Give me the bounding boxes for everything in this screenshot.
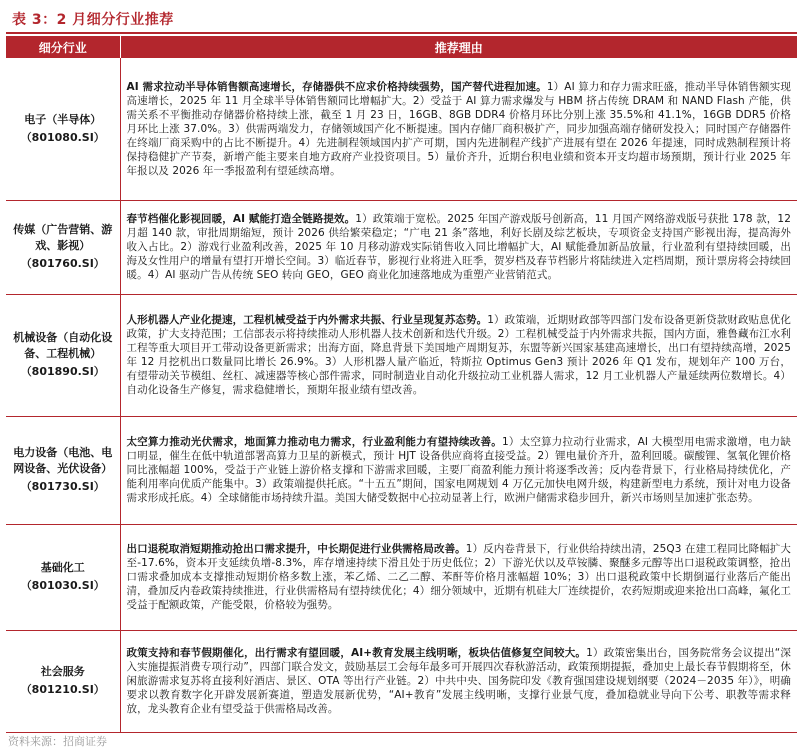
table-row (6, 58, 797, 200)
reason-lead: 太空算力推动光伏需求，地面算力推动电力需求，行业盈利能力有望持续改善。 (126, 436, 502, 448)
recommendation-table (6, 36, 797, 733)
industry-code: （801890.SI） (20, 365, 105, 378)
reason-text: 1）太空算力拉动行业需求，AI 大模型用电需求激增，电力缺口明显，催生在低中轨道部署高算力卫星的新模式，预计 HJT 设备供应商将直接受益。2）锂电量价齐升，盈利回暖。碳酸锂、氢氧化锂价格同比涨幅超 100%，受益于产业链上游价格支撑和下游需求回暖，主要厂商盈利能力预计将逐季改善；反内卷背景下，行业格局持续优化，产能利用率向优质产能集中。3）政策端提供托底。“十五五”期间，国家电网规划 4 万亿元加快电网升级，构建新型电力系统，预计对电力设备需求形成托底。4）全球储能市场持续升温。美国大储受数据中心拉动显著上行，欧洲户储需求稳步回升，新兴市场则呈加速扩张态势。 (126, 436, 792, 504)
industry-code: （801210.SI） (20, 683, 105, 696)
reason-lead: 人形机器人产业化提速，工程机械受益于内外需求共振、行业呈现复苏态势。 (126, 314, 488, 326)
reason-cell (120, 200, 797, 294)
industry-code: （801730.SI） (20, 480, 105, 493)
reason-cell (120, 524, 797, 630)
table-row (6, 416, 797, 524)
industry-cell (6, 524, 120, 630)
table-title: 表 3：2 月细分行业推荐 (12, 12, 174, 28)
table-row (6, 200, 797, 294)
table-row (6, 524, 797, 630)
table-header-row (6, 36, 797, 58)
source-note: 资料来源：招商证券 (8, 735, 107, 748)
industry-cell (6, 294, 120, 416)
table-row (6, 630, 797, 732)
reason-text: 1）政策端于宽松。2025 年国产游戏版号创新高，11 月国产网络游戏版号获批 178 款，12 月超 140 款，审批周期缩短，预计 2026 供给繁荣稳定；“广电 21 条”落地，利好长剧及综艺板块，专项资金支持国产影视出海，提高海外收入占比。2）游戏行业盈利改善，2025 年 10 月移动游戏实际销售收入同比增幅扩大，AI 赋能叠加新品放量，行业盈利有望持续回暖，出海及女性用户的增量有望打开增长空间。3）临近春节，影视行业将进入旺季，贺岁档及春节档影片将陆续进入定档周期，预计票房将会持续回暖。4）AI 驱动广告从传统 SEO 转向 GEO，GEO 商业化加速落地成为重塑产业营销范式。 (126, 213, 791, 281)
industry-name: 基础化工 (40, 561, 85, 574)
reason-cell (120, 416, 797, 524)
reason-cell (120, 294, 797, 416)
reason-lead: 春节档催化影视回暖，AI 赋能打造全链路提效。 (126, 213, 356, 225)
industry-name: 电子（半导体） (24, 112, 102, 126)
industry-name: 社会服务 (40, 665, 85, 678)
industry-name: 传媒（广告营销、游戏、影视） (13, 223, 113, 252)
reason-lead: 政策支持和春节假期催化，出行需求有望回暖，AI+教育发展主线明晰，板块估值修复空间较大。 (126, 647, 587, 659)
reason-cell (120, 58, 797, 200)
industry-code: （801030.SI） (20, 579, 105, 592)
industry-code: （801760.SI） (20, 257, 105, 270)
industry-cell (6, 416, 120, 524)
industry-code: （801080.SI） (20, 130, 105, 144)
title-divider (6, 32, 797, 34)
industry-name: 机械设备（自动化设备、工程机械） (13, 331, 113, 360)
reason-text: 1）反内卷背景下，行业供给持续出清，25Q3 在建工程同比降幅扩大至-17.6%，资本开支延续负增-8.3%，库存增速持续下滑且处于历史低位；2）下游光伏以及草铵膦、聚醚多元醇等出口退税政策调整，抢出口需求叠加成本支撑推动短期价格多数上涨，苯乙烯、二乙二醇、苯酐等价格月涨幅超 10%；3）出口退税政策中长期倒逼行业落后产能出清，叠加反内卷政策持续推进，行业供需格局有望持续优化；4）细分领域中，近期有机硅大厂连续提价，农药短期或迎来抢出口高峰，氟化工受益于配额政策，产能受限，价格较为强势。 (126, 543, 791, 611)
header-reason: 推荐理由 (120, 36, 797, 58)
reason-text: 1）AI 算力和存力需求旺盛，推动半导体销售额实现高速增长，2025 年 11 月全球半导体销售额同比增幅扩大。2）受益于 AI 算力需求爆发与 HBM 挤占传统 DRAM 和 NAND Flash 产能，供需关系不平衡推动存储器价格持续上涨，截至 1 月 23 日，16GB、8GB DDR4 价格月环比分别上涨 35.5%和 41.1%，16GB DDR5 价格月环比上涨 37.0%。3）供需两端发力，存储领域国产化不断提速。国内存储厂商积极扩产，同步加强高端存储研发投入；同时国产存储器件在终端厂商采购中的占比不断提升。4）先进制程领域国内扩产可期，国内先进制程产线扩产进展有望在 2026 年提速，同时成熟制程预计将保持稳健扩产节奏，新增产能主要来自地方政府产业投资项目。5）量价齐升，近期台积电业绩和资本开支均超市场预期，预计行业 2025 年年报以及 2026 年一季报盈利有望延续高增。 (126, 80, 791, 177)
reason-lead: AI 需求拉动半导体销售额高速增长，存储器供不应求价格持续强势，国产替代进程加速。 (126, 80, 547, 93)
reason-cell (120, 630, 797, 732)
industry-cell (6, 58, 120, 200)
header-industry: 细分行业 (6, 36, 120, 58)
table-title-bar (6, 6, 796, 32)
industry-name: 电力设备（电池、电网设备、光伏设备） (13, 446, 113, 475)
reason-text: 1）政策密集出台，国务院常务会议提出“深入实施提振消费专项行动”，四部门联合发文，鼓励基层工会每年最多可开展四次春秋游活动，政策预期提振，叠加史上最长春节假期将至，休闲旅游需求复苏将直接利好酒店、景区、OTA 等出行产业链。2）中共中央、国务院印发《教育强国建设规划纲要（2024－2035 年）》，明确要求以教育数字化开辟发展新赛道，塑造发展新优势，“AI+教育”发展主线明晰，支撑行业景气度，叠加稳就业导向下公考、职教等需求释放，龙头教育企业有望受益于供需格局改善。 (126, 647, 792, 715)
industry-cell (6, 630, 120, 732)
reason-lead: 出口退税取消短期推动抢出口需求提升，中长期促进行业供需格局改善。 (126, 543, 466, 555)
reason-text: 1）政策端，近期财政部等四部门发布设备更新贷款财政贴息优化政策，扩大支持范围；工信部表示将持续推动人形机器人技术创新和迭代升级。2）工程机械受益于内外需求共振，国内方面，雅鲁藏布江水利工程等重大项目开工带动设备更新需求；出海方面，降息背景下美国地产周期复苏，东盟等新兴国家基建高速增长，出口有望持续高增，2025 年 12 月挖机出口数量同比增长 26.9%。3）人形机器人量产临近，特斯拉 Optimus Gen3 预计 2026 年 Q1 发布，规划年产 100 万台，有望带动关节模组、丝杠、减速器等核心部件需求，同时制造业自动化升级拉动工业机器人需求，12 月工业机器人产量延续两位数增长。4）自动化设备生产修复，需求稳健增长，预期年报业绩有望改善。 (126, 314, 791, 396)
industry-cell (6, 200, 120, 294)
table-row (6, 294, 797, 416)
